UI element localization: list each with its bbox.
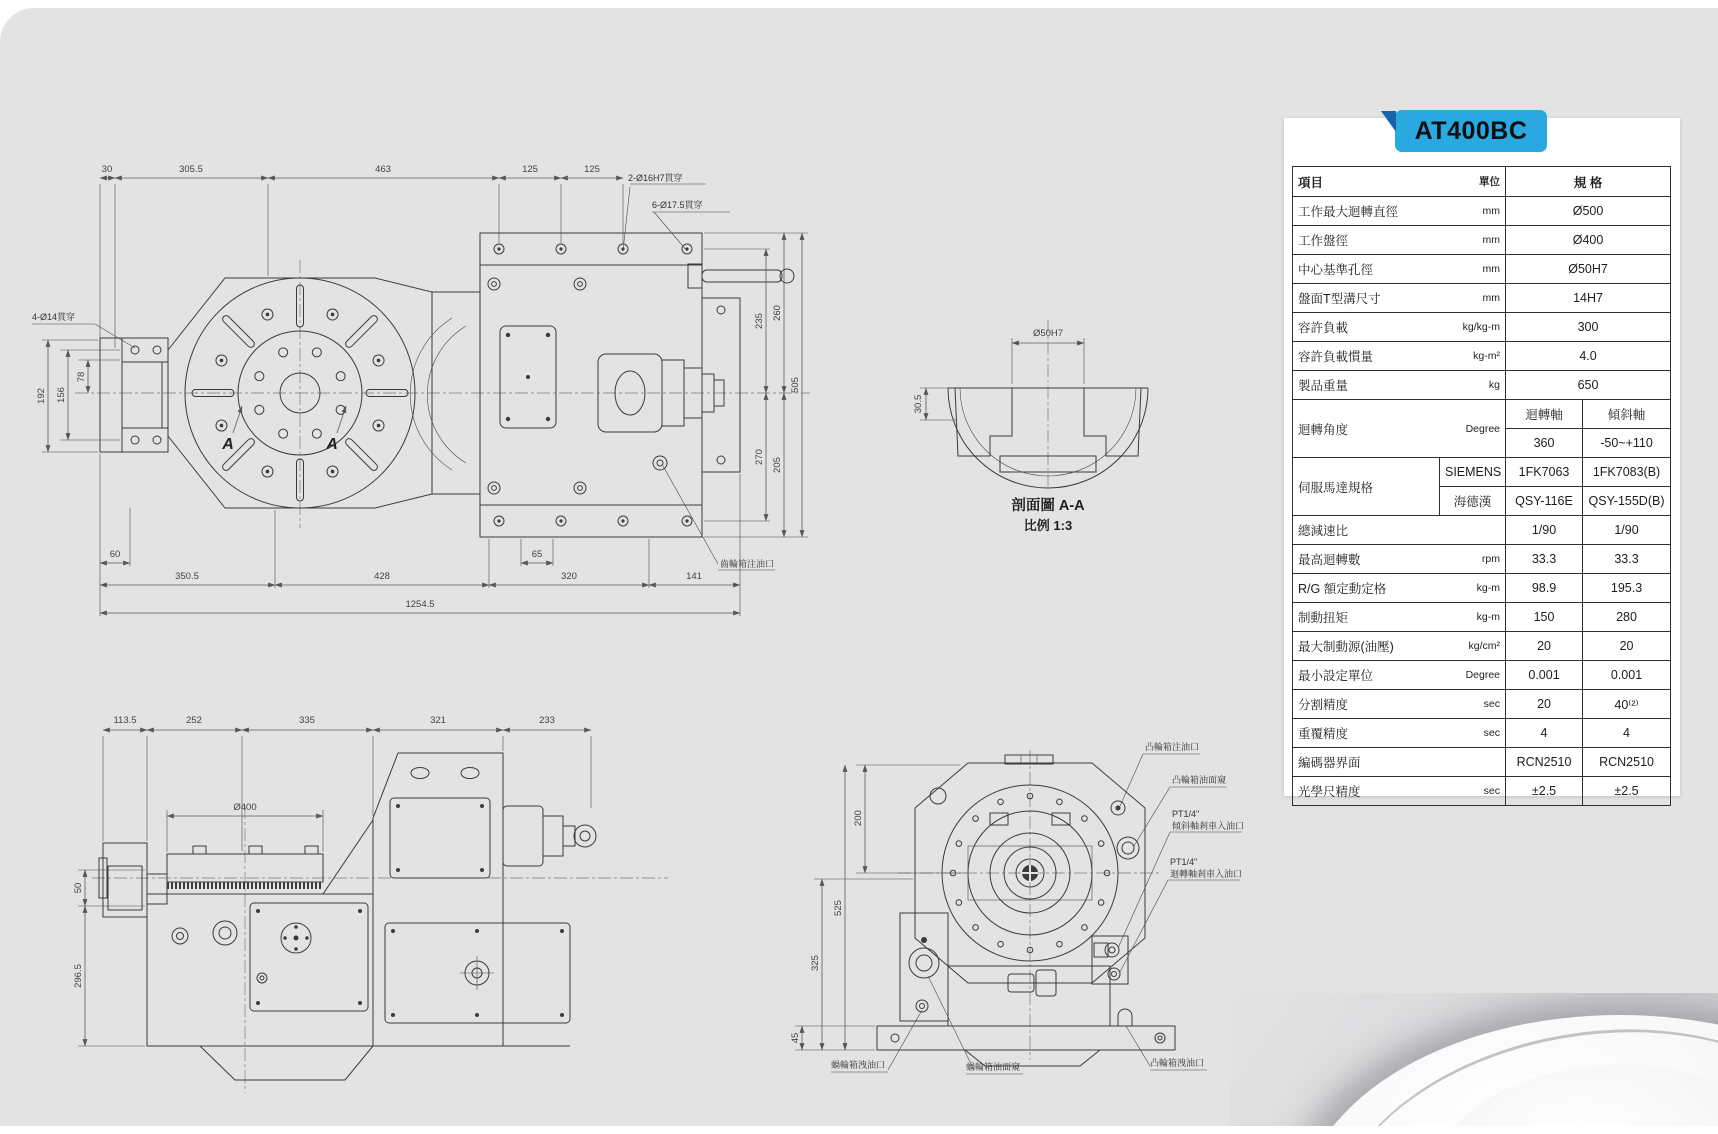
row-item: 最小設定單位	[1298, 666, 1373, 684]
section-caption-scale: 比例 1:3	[1024, 518, 1072, 533]
dim-label: 463	[375, 164, 391, 175]
table-row	[1293, 516, 1671, 545]
row-value: 1FK7063	[1506, 458, 1583, 487]
row-item: 重覆精度	[1298, 724, 1348, 742]
dim-label: 305.5	[179, 164, 203, 175]
dim-label: 270	[754, 449, 765, 465]
table-row	[1293, 284, 1671, 313]
row-item: 盤面T型溝尺寸	[1298, 289, 1381, 307]
dim-label: 78	[76, 372, 87, 383]
row-unit: kg-m	[1477, 611, 1500, 623]
row-unit: kg-m	[1477, 582, 1500, 594]
dim-label: 428	[374, 571, 390, 582]
table-row	[1293, 603, 1671, 632]
dim-table-diameter: Ø400	[233, 802, 256, 813]
dim-depth-label: 30.5	[913, 395, 924, 414]
row-value: 360	[1506, 429, 1583, 458]
row-unit: kg/cm²	[1469, 640, 1501, 652]
table-row	[1293, 748, 1671, 777]
row-value: -50~+110	[1583, 429, 1671, 458]
dim-label: 252	[186, 715, 202, 726]
dim-label: 335	[299, 715, 315, 726]
axis-header-tilt: 傾斜軸	[1583, 400, 1671, 429]
row-value: 4	[1583, 719, 1671, 748]
row-item: 最高迴轉數	[1298, 550, 1361, 568]
dim-label: 320	[561, 571, 577, 582]
col-header-unit: 單位	[1479, 174, 1500, 189]
callout-bolt-holes-17-5: 6-Ø17.5貫穿	[652, 199, 703, 210]
row-item: 製品重量	[1298, 376, 1348, 394]
row-unit: Degree	[1466, 423, 1500, 435]
dim-label: 505	[790, 377, 801, 393]
row-value: 195.3	[1583, 574, 1671, 603]
axis-header-rotary: 迴轉軸	[1506, 400, 1583, 429]
row-value: Ø50H7	[1506, 255, 1671, 284]
table-row	[1293, 690, 1671, 719]
callout-bolt-holes-16h7: 2-Ø16H7貫穿	[628, 172, 683, 183]
row-unit: sec	[1484, 785, 1500, 797]
row-value: 280	[1583, 603, 1671, 632]
row-unit: sec	[1484, 698, 1500, 710]
row-item: 中心基準孔徑	[1298, 260, 1373, 278]
dim-label: 113.5	[113, 715, 136, 726]
dim-label: 525	[833, 900, 844, 916]
row-value: 650	[1506, 371, 1671, 400]
top-view	[32, 164, 810, 616]
dim-label: 200	[853, 810, 864, 826]
callout-worm-box-drain: 蝸輪箱洩油口	[831, 1059, 885, 1070]
callout-pt-tilt-brake-line2: 傾斜軸剎車入油口	[1172, 820, 1244, 831]
row-item: 分割精度	[1298, 695, 1348, 713]
col-header-item: 項目	[1298, 173, 1323, 191]
dim-label: 325	[810, 955, 821, 971]
callout-gearbox-oil-fill: 齒輪箱注油口	[720, 558, 774, 569]
row-item: 編碼器界面	[1298, 753, 1361, 771]
table-row	[1293, 574, 1671, 603]
row-value: 20	[1506, 690, 1583, 719]
callout-worm-box-oil-sight: 蝸輪箱油面窺	[966, 1061, 1020, 1072]
row-item: 最大制動源(油壓)	[1298, 637, 1394, 655]
dim-label: 296.5	[73, 964, 84, 988]
row-value: ±2.5	[1583, 777, 1671, 806]
section-mark-a2: A	[325, 436, 338, 453]
product-photo	[1230, 993, 1718, 1126]
row-unit: kg-m²	[1473, 350, 1500, 362]
model-name: AT400BC	[1415, 117, 1528, 146]
row-item: 伺服馬達規格	[1293, 458, 1440, 516]
row-unit: mm	[1483, 263, 1501, 275]
table-row	[1293, 197, 1671, 226]
row-value: 20	[1506, 632, 1583, 661]
col-header-spec: 規 格	[1506, 167, 1671, 197]
row-value: RCN2510	[1506, 748, 1583, 777]
row-value: 20	[1583, 632, 1671, 661]
row-value: 4	[1506, 719, 1583, 748]
dim-label: 1254.5	[405, 599, 434, 610]
row-value: 1/90	[1583, 516, 1671, 545]
row-item: 迴轉角度	[1298, 420, 1348, 438]
row-value: 0.001	[1583, 661, 1671, 690]
row-item: 容許負載	[1298, 318, 1348, 336]
dim-label: 60	[110, 549, 121, 560]
row-value: 4.0	[1506, 342, 1671, 371]
model-badge	[1395, 110, 1547, 152]
front-view	[73, 715, 668, 1093]
row-value: 300	[1506, 313, 1671, 342]
row-unit: mm	[1483, 205, 1501, 217]
row-value: 98.9	[1506, 574, 1583, 603]
dim-label: 65	[532, 549, 543, 560]
dim-label: 50	[73, 883, 84, 894]
table-row	[1293, 342, 1671, 371]
row-value: QSY-155D(B)	[1583, 487, 1671, 516]
dim-label: 260	[772, 305, 783, 321]
row-unit: kg/kg-m	[1463, 321, 1500, 333]
callout-cam-box-oil-fill: 凸輪箱注油口	[1145, 741, 1199, 752]
dim-label: 125	[584, 164, 600, 175]
table-row	[1293, 226, 1671, 255]
table-row	[1293, 255, 1671, 284]
dim-label: 156	[56, 387, 67, 403]
table-row	[1293, 777, 1671, 806]
table-row	[1293, 545, 1671, 574]
callout-cam-box-drain: 凸輪箱洩油口	[1150, 1057, 1204, 1068]
table-row	[1293, 632, 1671, 661]
row-value: RCN2510	[1583, 748, 1671, 777]
row-value: 1/90	[1506, 516, 1583, 545]
section-mark-a1: A	[221, 436, 234, 453]
dim-label: 192	[36, 388, 47, 404]
callout-cam-box-oil-sight: 凸輪箱油面窺	[1172, 774, 1226, 785]
row-item: R/G 額定動定格	[1298, 579, 1386, 597]
row-item: 制動扭矩	[1298, 608, 1348, 626]
dim-label: 30	[102, 164, 113, 175]
row-value: 33.3	[1583, 545, 1671, 574]
row-item: 工作最大迴轉直徑	[1298, 202, 1398, 220]
table-row-servo	[1293, 458, 1671, 487]
row-unit: Degree	[1466, 669, 1500, 681]
row-value: Ø400	[1506, 226, 1671, 255]
dim-label: 321	[430, 715, 446, 726]
section-view-aa	[913, 320, 1148, 533]
row-value: ±2.5	[1506, 777, 1583, 806]
dim-bore-label: Ø50H7	[1033, 328, 1063, 339]
table-row	[1293, 371, 1671, 400]
row-item: 工作盤徑	[1298, 231, 1348, 249]
dim-label: 141	[686, 571, 702, 582]
servo-brand: SIEMENS	[1440, 458, 1506, 487]
dim-label: 205	[772, 457, 783, 473]
servo-brand: 海德漢	[1440, 487, 1506, 516]
table-row	[1293, 661, 1671, 690]
row-value: 1FK7083(B)	[1583, 458, 1671, 487]
row-unit: rpm	[1482, 553, 1500, 565]
callout-pt-rotary-brake-line1: PT1/4"	[1170, 857, 1197, 867]
callout-bolt-holes-14: 4-Ø14貫穿	[32, 311, 75, 322]
rear-view	[790, 741, 1244, 1074]
row-value: 150	[1506, 603, 1583, 632]
callout-pt-tilt-brake-line1: PT1/4"	[1172, 809, 1199, 819]
row-value: 40⁽²⁾	[1583, 690, 1671, 719]
row-value: 33.3	[1506, 545, 1583, 574]
catalog-page	[0, 8, 1718, 1126]
dim-label: 45	[790, 1033, 801, 1044]
dim-label: 235	[754, 313, 765, 329]
row-value: QSY-116E	[1506, 487, 1583, 516]
row-value: 0.001	[1506, 661, 1583, 690]
badge-fold-icon	[1381, 111, 1396, 132]
dim-label: 350.5	[175, 571, 199, 582]
row-item: 總減速比	[1298, 521, 1348, 539]
dim-label: 125	[522, 164, 538, 175]
row-value: 14H7	[1506, 284, 1671, 313]
row-unit: mm	[1483, 234, 1501, 246]
row-item: 容許負載慣量	[1298, 347, 1373, 365]
callout-pt-rotary-brake-line2: 迴轉軸剎車入油口	[1170, 868, 1242, 879]
row-unit: kg	[1489, 379, 1500, 391]
row-unit: sec	[1484, 727, 1500, 739]
row-unit: mm	[1483, 292, 1501, 304]
table-row	[1293, 719, 1671, 748]
table-header-row	[1293, 167, 1671, 197]
row-item: 光學尺精度	[1298, 782, 1361, 800]
table-row-rotation-angle	[1293, 400, 1671, 429]
section-caption-title: 剖面圖 A-A	[1011, 496, 1085, 514]
spec-table	[1292, 166, 1671, 806]
dim-label: 233	[539, 715, 555, 726]
row-value: Ø500	[1506, 197, 1671, 226]
table-row	[1293, 313, 1671, 342]
